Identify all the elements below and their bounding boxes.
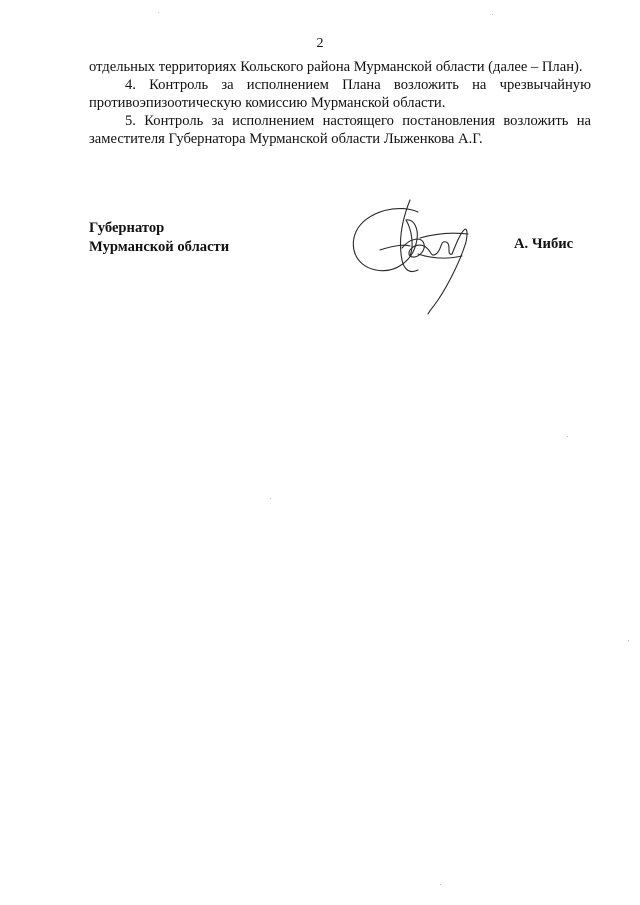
paragraph-item-4: 4. Контроль за исполнением Плана возложить на чрезвычайную противоэпизоотическую комиссию Мурманской области. <box>89 77 591 111</box>
signer-title-line-2: Мурманской области <box>89 239 230 255</box>
scan-speck <box>440 884 441 885</box>
scan-speck <box>567 436 568 437</box>
page-number: 2 <box>316 36 324 51</box>
signer-title-line-1: Губернатор <box>89 220 165 236</box>
handwritten-signature <box>340 190 490 320</box>
paragraph-continuation: отдельных территориях Кольского района Мурманской области (далее – План). <box>89 59 583 75</box>
scan-speck <box>158 12 159 13</box>
signer-name: А. Чибис <box>514 236 574 252</box>
paragraph-item-5: 5. Контроль за исполнением настоящего постановления возложить на заместителя Губернатора Мурманской области Лыженкова А.Г. <box>89 113 591 147</box>
body-text <box>89 58 591 148</box>
scan-speck <box>270 498 271 499</box>
signer-title <box>89 219 229 257</box>
scan-speck <box>628 640 629 641</box>
scan-speck <box>492 14 493 15</box>
